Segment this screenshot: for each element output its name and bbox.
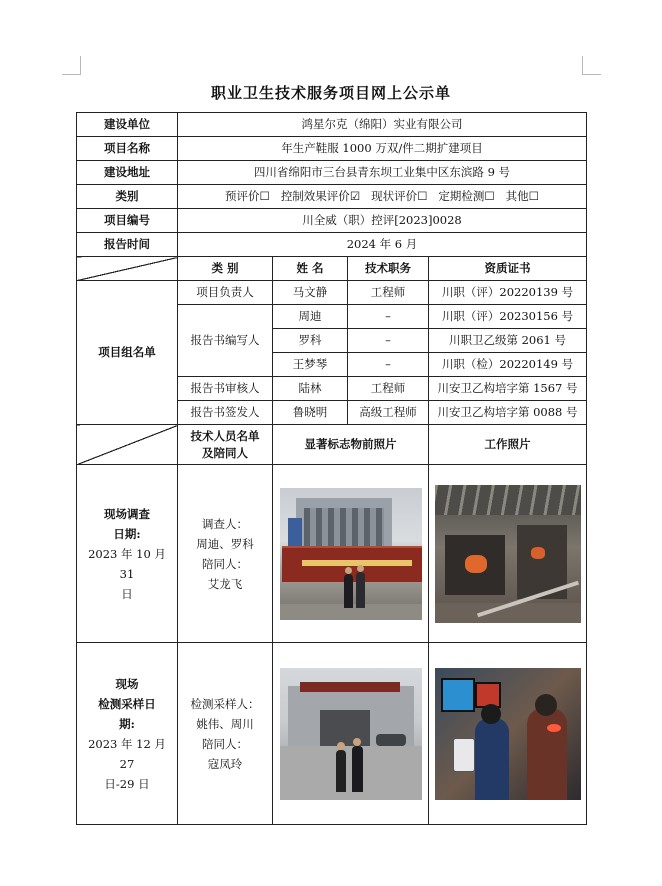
checkbox-icon: ☐ [528, 189, 539, 203]
survey-work-photo-cell [429, 465, 587, 643]
address-value: 四川省绵阳市三台县青东坝工业集中区东滨路 9 号 [178, 161, 587, 185]
row-report-time [77, 233, 587, 257]
category-label: 类别 [77, 185, 178, 209]
checkbox-icon: ☐ [417, 189, 428, 203]
sampling-landmark-photo-cell [273, 643, 429, 825]
member-title: – [348, 329, 429, 353]
category-option-control[interactable]: 控制效果评价☑ [280, 189, 361, 203]
notice-table [76, 112, 587, 825]
category-option-pre[interactable]: 预评价☐ [225, 189, 270, 203]
photos-header-row [77, 425, 587, 465]
category-option-status[interactable]: 现状评价☐ [371, 189, 428, 203]
diagonal-cell [77, 425, 178, 465]
member-role: 报告书签发人 [178, 401, 273, 425]
project-no-value: 川全威（职）控评[2023]0028 [178, 209, 587, 233]
sampling-landmark-photo [280, 668, 422, 800]
team-header-row [77, 257, 587, 281]
checkbox-icon: ☐ [484, 189, 495, 203]
member-title: 工程师 [348, 281, 429, 305]
row-address [77, 161, 587, 185]
sampling-stage: 现场 检测采样日 期: 2023 年 12 月 27 日-29 日 [77, 643, 178, 825]
member-role: 项目负责人 [178, 281, 273, 305]
member-name: 鲁晓明 [273, 401, 348, 425]
member-cert: 川职（检）20220149 号 [429, 353, 587, 377]
member-name: 王梦琴 [273, 353, 348, 377]
row-project-name [77, 137, 587, 161]
team-header-cert: 资质证书 [429, 257, 587, 281]
checkbox-icon: ☐ [259, 189, 270, 203]
team-header-title: 技术职务 [348, 257, 429, 281]
member-cert: 川安卫乙构培字第 1567 号 [429, 377, 587, 401]
photos-header-landmark: 显著标志物前照片 [273, 425, 429, 465]
member-role: 报告书编写人 [178, 305, 273, 377]
category-options [178, 185, 587, 209]
member-role: 报告书审核人 [178, 377, 273, 401]
photos-header-work: 工作照片 [429, 425, 587, 465]
member-title: – [348, 353, 429, 377]
member-name: 马文静 [273, 281, 348, 305]
unit-label: 建设单位 [77, 113, 178, 137]
team-label: 项目组名单 [77, 281, 178, 425]
photos-header-staff: 技术人员名单 及陪同人 [178, 425, 273, 465]
survey-row [77, 465, 587, 643]
member-title: 高级工程师 [348, 401, 429, 425]
report-time-value: 2024 年 6 月 [178, 233, 587, 257]
member-cert: 川职（评）20220139 号 [429, 281, 587, 305]
row-project-no [77, 209, 587, 233]
sampling-row [77, 643, 587, 825]
project-name-value: 年生产鞋服 1000 万双/件二期扩建项目 [178, 137, 587, 161]
sampling-staff: 检测采样人： 姚伟、周川 陪同人： 寇凤玲 [178, 643, 273, 825]
sampling-work-photo-cell [429, 643, 587, 825]
row-category [77, 185, 587, 209]
member-title: 工程师 [348, 377, 429, 401]
survey-landmark-photo-cell [273, 465, 429, 643]
unit-value: 鸿星尔克（绵阳）实业有限公司 [178, 113, 587, 137]
survey-landmark-photo [280, 488, 422, 620]
diagonal-cell [77, 257, 178, 281]
report-time-label: 报告时间 [77, 233, 178, 257]
member-name: 陆林 [273, 377, 348, 401]
project-no-label: 项目编号 [77, 209, 178, 233]
survey-stage: 现场调查 日期: 2023 年 10 月 31 日 [77, 465, 178, 643]
survey-work-photo [435, 485, 581, 623]
project-name-label: 项目名称 [77, 137, 178, 161]
member-name: 周迪 [273, 305, 348, 329]
survey-staff: 调查人： 周迪、罗科 陪同人： 艾龙飞 [178, 465, 273, 643]
crop-mark-top-left [62, 56, 81, 75]
table-row [77, 281, 587, 305]
member-cert: 川安卫乙构培字第 0088 号 [429, 401, 587, 425]
team-header-category: 类 别 [178, 257, 273, 281]
member-cert: 川职（评）20230156 号 [429, 305, 587, 329]
address-label: 建设地址 [77, 161, 178, 185]
sampling-work-photo [435, 668, 581, 800]
page-title: 职业卫生技术服务项目网上公示单 [210, 84, 451, 102]
member-cert: 川职卫乙级第 2061 号 [429, 329, 587, 353]
category-option-periodic[interactable]: 定期检测☐ [438, 189, 495, 203]
member-name: 罗科 [273, 329, 348, 353]
category-option-other[interactable]: 其他☐ [505, 189, 539, 203]
crop-mark-top-right [582, 56, 601, 75]
row-unit [77, 113, 587, 137]
checkbox-checked-icon: ☑ [349, 189, 361, 203]
team-header-name: 姓 名 [273, 257, 348, 281]
member-title: – [348, 305, 429, 329]
